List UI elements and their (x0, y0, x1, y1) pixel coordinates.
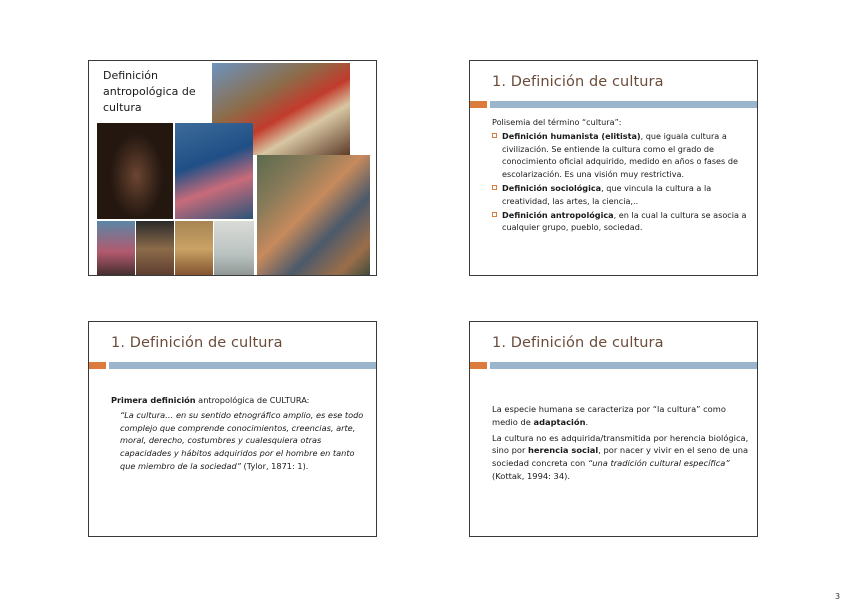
photo-floating-market (257, 155, 370, 276)
slide-4 (469, 321, 758, 537)
bullet-text: , que iguala cultura a civilización. Se entiende la cultura como el grado de conocimiento oficial adquirido, medido en años o fases de escolarización. Es una visión muy restrictiva. (502, 130, 738, 180)
title-bar-orange (470, 101, 487, 108)
bullet-text: , en la cual la cultura se asocia a cualquier grupo, pueblo, sociedad. (502, 209, 747, 233)
bullet-bold: Definición humanista (elitista) (502, 130, 641, 141)
photo-tile-2 (136, 221, 174, 276)
photo-tile-3 (175, 221, 213, 276)
slide-2-title: 1. Definición de cultura (492, 74, 664, 90)
lead-bold: Primera definición (111, 395, 196, 405)
bullet-square-icon (492, 185, 497, 190)
slide-3-body (111, 394, 366, 473)
slide-3-title: 1. Definición de cultura (111, 335, 283, 351)
p1-end: . (585, 416, 589, 427)
paragraph-adaptacion (492, 403, 749, 429)
slide-2 (469, 60, 758, 276)
bullet-text: , que vincula la cultura a la creatividad, las artes, la ciencia,.. (502, 182, 712, 206)
slide-3 (88, 321, 377, 537)
title-bar-orange (89, 362, 106, 369)
p2-italic: “una tradición cultural específica” (587, 458, 730, 469)
bullet-square-icon (492, 133, 497, 138)
p2-text2: , por nacer y vivir en el seno de una sociedad concreta con (492, 445, 749, 469)
title-bar-blue (490, 362, 757, 369)
photo-gap (351, 63, 370, 155)
title-bar-blue (109, 362, 376, 369)
slide-1-title: Definición antropológica de cultura (103, 69, 196, 114)
title-bar-blue (490, 101, 757, 108)
tylor-quote (111, 409, 366, 473)
bullet-antropologica (492, 209, 747, 235)
photo-person-blue-headscarf (175, 123, 253, 219)
slide-4-body (492, 403, 749, 486)
page-number: 3 (835, 592, 841, 601)
slide-1 (88, 60, 377, 276)
title-bar-orange (470, 362, 487, 369)
slide-2-body (492, 116, 747, 235)
citation: (Tylor, 1871: 1). (240, 460, 309, 471)
bullet-humanista (492, 130, 747, 181)
lead-text: antropológica de CULTURA: (195, 395, 310, 405)
paragraph-herencia (492, 432, 749, 483)
p1-text: La especie humana se caracteriza por “la cultura” como medio de (492, 404, 726, 427)
bullet-square-icon (492, 212, 497, 217)
photo-woman-portrait (97, 123, 173, 219)
intro-text: Polisemia del término “cultura”: (492, 117, 622, 127)
p1-bold: adaptación (533, 416, 586, 427)
p2-end: (Kottak, 1994: 34). (492, 470, 570, 481)
bullet-sociologica (492, 182, 747, 208)
lead-line (111, 394, 366, 407)
bullet-bold: Definición antropológica (502, 209, 614, 220)
bullet-bold: Definición sociológica (502, 182, 602, 193)
p2-text: La cultura no es adquirida/transmitida por herencia biológica, sino por (492, 432, 749, 456)
slide-4-title: 1. Definición de cultura (492, 335, 664, 351)
photo-tile-4 (214, 221, 254, 276)
photo-tile-1 (97, 221, 135, 276)
p2-bold: herencia social (528, 445, 599, 456)
quote-text: “La cultura… en su sentido etnográfico amplio, es ese todo complejo que comprende conocimientos, creencias, arte, moral, derecho, costumbres y cualesquiera otras capacidades y hábitos adquiridos por el hombre en tanto que miembro de la sociedad” (120, 409, 364, 471)
